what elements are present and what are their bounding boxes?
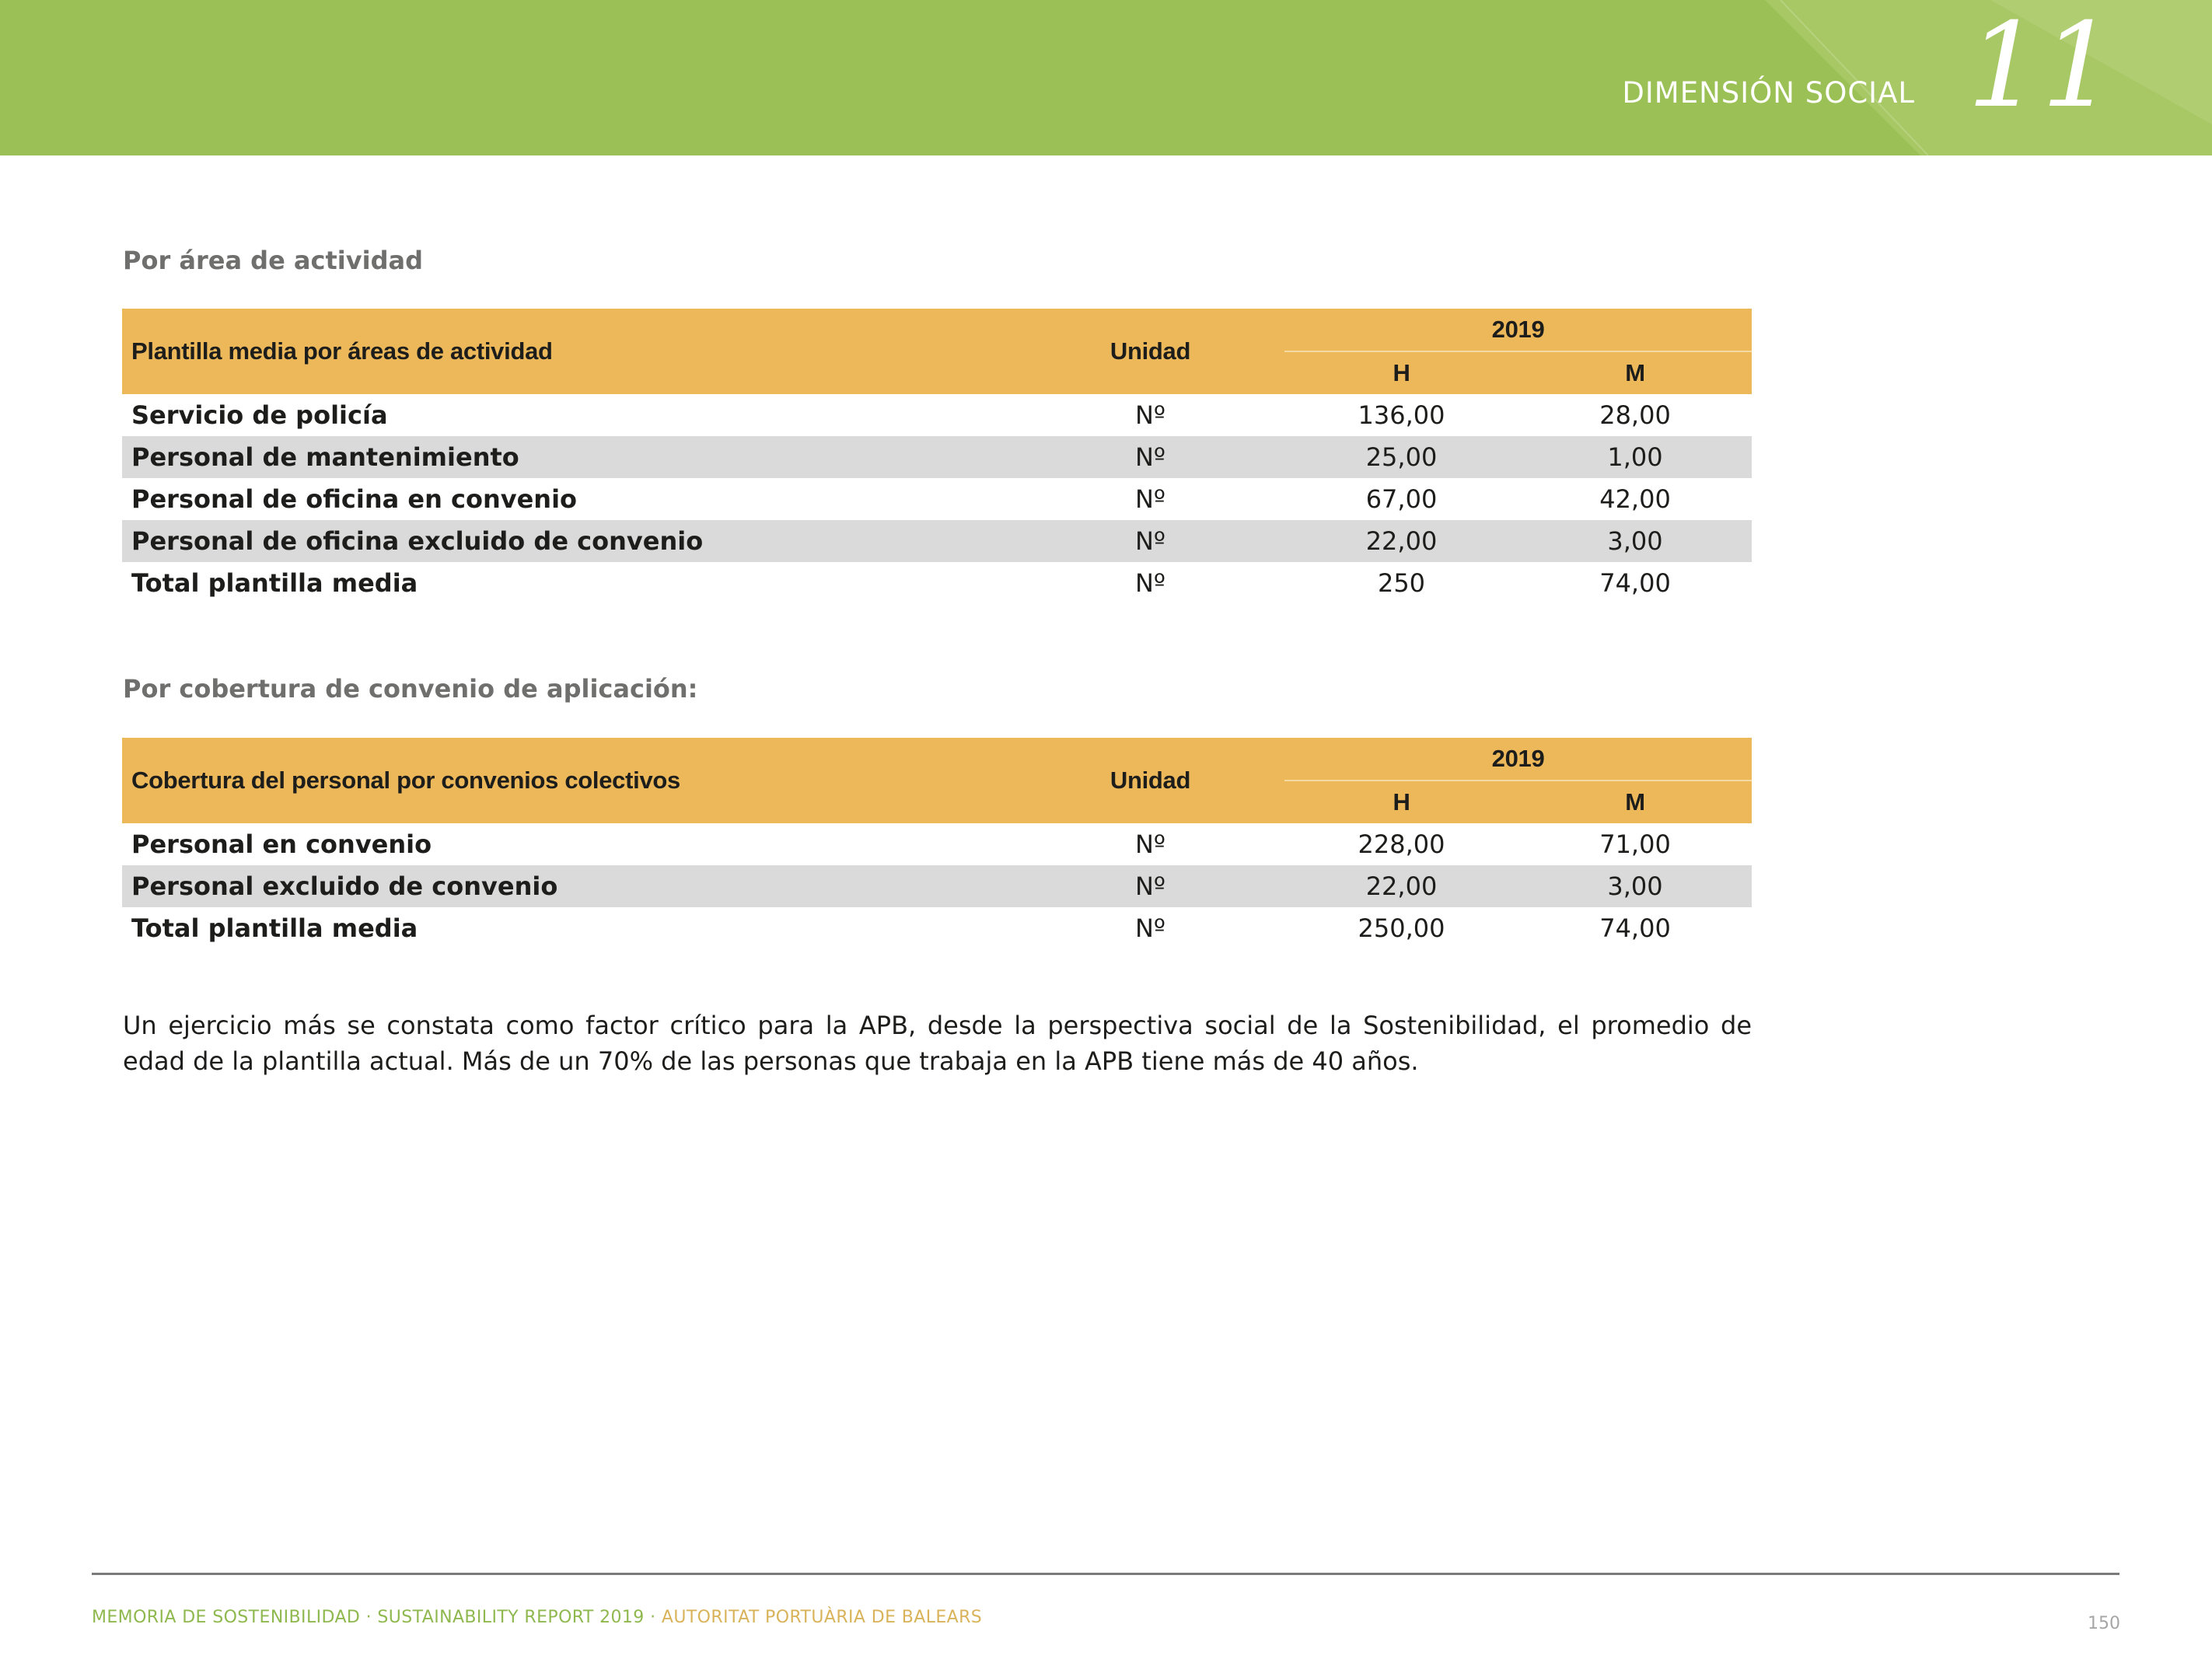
row-value-m: 3,00 (1518, 865, 1752, 907)
row-value-h: 22,00 (1284, 865, 1518, 907)
table1-header-year: 2019 (1284, 309, 1752, 351)
table-row (122, 478, 1752, 520)
row-unit: Nº (1016, 520, 1284, 562)
row-value-h: 250 (1377, 568, 1426, 598)
row-unit: Nº (1016, 865, 1284, 907)
row-value-m: 74,00 (1599, 913, 1671, 943)
table2-header-unit: Unidad (1016, 738, 1284, 823)
footer-report-title: MEMORIA DE SOSTENIBILIDAD · SUSTAINABILITY REPORT 2019 · (92, 1608, 662, 1627)
row-value-m: 28,00 (1599, 400, 1671, 430)
body-paragraph: Un ejercicio más se constata como factor crítico para la APB, desde la perspectiva social de la Sostenibilidad, el promedio de edad de la plantilla actual. Más de un 70% de las personas que trabaja en la APB tiene más de 40 años. (123, 1011, 1752, 1076)
table2-header-label: Cobertura del personal por convenios colectivos (122, 738, 1016, 823)
table-row (122, 865, 1752, 907)
row-value-h: 22,00 (1284, 520, 1518, 562)
row-unit: Nº (1134, 568, 1165, 598)
row-value-h: 25,00 (1284, 436, 1518, 478)
page-header-band (0, 0, 2212, 155)
table-row (122, 436, 1752, 478)
row-label: Total plantilla media (131, 568, 418, 598)
row-label: Personal excluido de convenio (122, 865, 1016, 907)
page-number: 150 (2088, 1614, 2120, 1633)
row-label: Personal de mantenimiento (122, 436, 1016, 478)
row-value-h: 250,00 (1358, 913, 1445, 943)
table-row (122, 394, 1752, 436)
row-value-m: 71,00 (1599, 830, 1671, 859)
row-unit: Nº (1134, 400, 1165, 430)
row-value-h: 136,00 (1358, 400, 1445, 430)
table-row (122, 520, 1752, 562)
row-unit: Nº (1134, 913, 1165, 943)
footer-divider (92, 1573, 2119, 1575)
row-unit: Nº (1134, 484, 1165, 514)
row-value-m: 1,00 (1518, 436, 1752, 478)
section-title-header: DIMENSIÓN SOCIAL (1622, 76, 1915, 110)
table-row (122, 823, 1752, 865)
table2-header-year: 2019 (1284, 738, 1752, 781)
table2-header-m: M (1518, 781, 1752, 823)
table1-heading: Por área de actividad (123, 246, 423, 275)
table2-header-h: H (1284, 781, 1518, 823)
table-activity-areas (122, 309, 1752, 604)
row-value-m: 42,00 (1599, 484, 1671, 514)
row-label: Personal de oficina excluido de convenio (122, 520, 1016, 562)
table1-header-m: M (1518, 351, 1752, 394)
row-value-h: 228,00 (1358, 830, 1445, 859)
row-label: Servicio de policía (131, 400, 388, 430)
chapter-number: 11 (1967, 0, 2116, 134)
table2-heading: Por cobertura de convenio de aplicación: (123, 674, 698, 704)
row-value-m: 74,00 (1599, 568, 1671, 598)
row-value-h: 67,00 (1365, 484, 1438, 514)
row-label: Personal de oficina en convenio (131, 484, 578, 514)
row-unit: Nº (1016, 436, 1284, 478)
table-row (122, 907, 1752, 949)
table1-header-unit: Unidad (1016, 309, 1284, 394)
row-value-m: 3,00 (1518, 520, 1752, 562)
footer-organization: AUTORITAT PORTUÀRIA DE BALEARS (661, 1608, 983, 1627)
row-unit: Nº (1134, 830, 1165, 859)
row-label: Personal en convenio (131, 830, 432, 859)
table-collective-agreements (122, 738, 1752, 949)
table1-header-label: Plantilla media por áreas de actividad (122, 309, 1016, 394)
table-row (122, 562, 1752, 604)
table1-header-h: H (1284, 351, 1518, 394)
footer-credits (92, 1608, 982, 1627)
row-label: Total plantilla media (131, 913, 418, 943)
